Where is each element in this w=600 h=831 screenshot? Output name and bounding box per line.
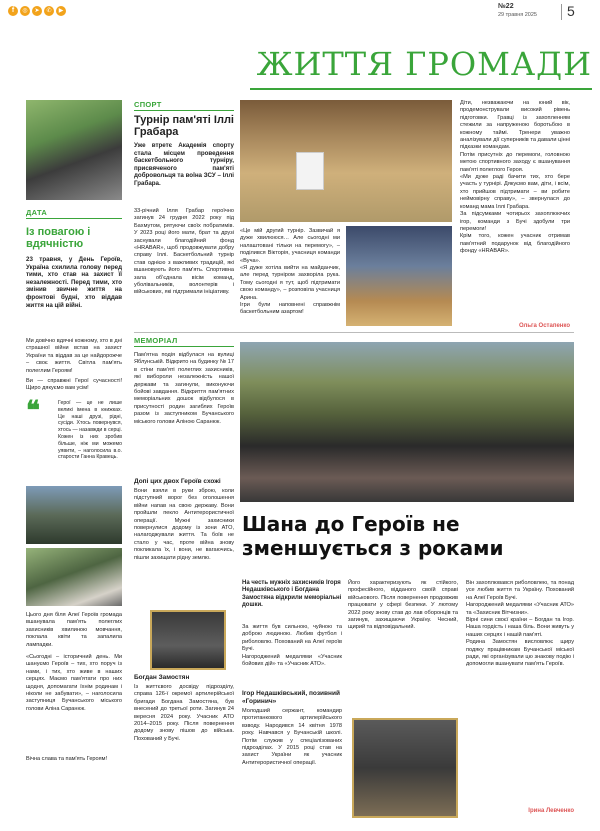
left-para2: Ви — справжні Герої сучасності! Щиро дякуємо вам усім!	[26, 378, 122, 392]
left-para1: Ми довічно вдячні кожному, хто в дні страшної війни встав на захист України та віддав за це найдорожче – своє життя. Світла пам'ять полеглим Героям!	[26, 338, 122, 374]
left-title: Із повагою і вдячністю	[26, 226, 91, 250]
memorial-lead: На честь мужніх захисників Ігоря Недашківського і Богдана Замостяна відкрили меморіальні дошки.	[242, 580, 342, 609]
left-para3: Цього дня біля Алеї Героїв громада вшанувала пам'ять полеглих захисників хвилиною мовчання, поклала квіти та запалила лампадки.	[26, 612, 122, 648]
sport-col3: Діти, незважаючи на юний вік, продемонстрували високий рівень підготовки. Гравці із захопленням стежили за напруженою боротьбою в кожному таймі. Тренери уважно аналізували дії суперників та давали цінні підказки командам. Потім присутніх до перемоги, головною метою спортивного заходу є вшанування пам'яті полеглого Героя. «Ми дуже раді бачити тих, хто бере участь у турнірі. Дякуємо вам, діти, і всім, хто прийшов підтримати – ви робите неймовірну справу», – звернулася до команд мама Іллі Грабара. За підсумками чотирьох захоплюючих ігор, команди з Бучі здобули три перемоги! Крім того, кожен учасник отримав пам'ятний подарунок від благодійного фонду «HRABAR».	[460, 100, 570, 255]
memorial-col2a: За життя був сильною, чуйною та доброю людиною. Любив футбол і риболовлю. Похований на Алеї героїв Бучі. Нагороджений медалями «Учасник бойових дій» та «Учасник АТО».	[242, 624, 342, 668]
page-number: 5	[567, 3, 575, 19]
photo-basketball-game	[346, 226, 452, 326]
viber-icon[interactable]: ✆	[44, 6, 54, 16]
left-lead: 23 травня, у День Героїв, Україна схилила голову перед тими, хто став на захист її незалежності. Перед тими, хто змінив звичне життя на фронтові будні, хто віддав життя на цій війні.	[26, 256, 122, 309]
memorial-sub3: Ігор Недашківський, позивний «Горинич»	[242, 690, 340, 705]
sport-title: Турнір пам'яті Іллі Грабара	[134, 114, 234, 138]
left-para5: Вічна слава та пам'ять Героям!	[26, 756, 108, 762]
photo-memorial-crowd	[240, 342, 574, 502]
memorial-intro: Пам'ятна подія відбулася на вулиці Яблунській. Відкрито на будинку № 17 в стіни пам'яті полеглих захисників, які вибороли незалежність нашої держави та загинули, виконуючи бойові завдання. Відкриття пам'ятних меморіальних дошок відбулося в присутності родин загиблих Героїв разом із заступником Бучанського міського голови Аліною Саранюк.	[134, 352, 234, 425]
memorial-sub2-text: Із життєвого досвіду підрозділу, справа 126-ї окремої артилерійської бригади Богдана Замостяна, був внесений до третьої роти. Загинув 24 вересня 2024 року. Учасник АТО 2014–2015 року. Після повернення додому знову пішов до війська. Похований у Бучі.	[134, 684, 234, 742]
issue-number: №22	[498, 3, 514, 10]
page-divider	[561, 4, 562, 20]
photo-ceremony-2	[26, 548, 122, 606]
memorial-sub1: Допі цих двох Героїв схожі	[134, 478, 221, 485]
memorial-headline: Шана до Героїв не зменшується з роками	[242, 512, 504, 560]
sport-divider	[134, 332, 574, 333]
date-label-rule	[26, 218, 122, 219]
memorial-sub2: Богдан Замостян	[134, 674, 190, 681]
memorial-label: МЕМОРІАЛ	[134, 336, 178, 345]
left-para4: «Сьогодні – історичний день. Ми шануємо Героїв – тих, хто поруч із нами, і тих, хто живе в наших серцях. Маємо пам'ятати про них щодня, допомагати їхнім родинам і ніколи не забувати», – наголосила заступниця Бучанського міського голови Аліна Саранюк.	[26, 654, 122, 712]
youtube-icon[interactable]: ▶	[56, 6, 66, 16]
sport-label-rule	[134, 110, 234, 111]
sport-label: СПОРТ	[134, 100, 162, 109]
photo-memorial-plaque-1	[150, 610, 226, 670]
quote-mark-icon: ❝	[26, 396, 40, 426]
memorial-sub3-text: Молодший сержант, командир протитанкового артилерійського взводу. Народився 14 квітня 1978 року. Навчався у Бучанській школі. Потім служив у спеціалізованих підрозділах. У 2015 році став на захист України як учасник Антитерористичної операції.	[242, 708, 342, 766]
hrabar-banner	[296, 152, 324, 190]
social-icons	[8, 6, 66, 16]
facebook-icon[interactable]: f	[8, 6, 18, 16]
sport-author: Ольга Остапенко	[518, 323, 570, 329]
sport-col1: 33-річний Ілля Грабар героїчно загинув 24 грудня 2022 року під Бахмутом, рятуючи своїх побратимів. У 2023 році його мати, брат та друзі заснували благодійний фонд «HRABAR», щоб продовжувати добру справу Іллі. Баскетбольний турнір став однією з важливих традицій, які вшановують його пам'ять. Спортивна зала об'єднала вісім команд, уболівальників, волонтерів і військових, які підтримали ініціативу.	[134, 208, 234, 296]
sport-col2: «Це мій другий турнір. Зазвичай я дуже хвилююся… Але сьогодні ми налаштовані тільки на перемогу», – поділився Вікторія, учасниця команди «Вуча». «Я дуже хотіла вийти на майданчик, але перед турніром захворіла рука. Тому сьогодні я тут, щоб підтримати свою команду», – розповіла учасниця Арина. Ігри були наповнені справжнім баскетбольним азартом!	[240, 228, 340, 316]
issue-date: 29 травня 2025	[498, 12, 537, 18]
photo-basketball-team	[240, 100, 452, 222]
memorial-sub1-text: Вони взяли в руки зброю, коли підступний ворог без оголошення війни напав на свою державу. Вони пройшли пекло Антитерористичної операції. Мужні захисники повернулися додому із зони АТО, налагоджували життя. Та боїв не стало у час, проте війна знову покликала їх, і вони, не вагаючись, пішли захищати рідну землю.	[134, 488, 234, 561]
instagram-icon[interactable]: ◎	[20, 6, 30, 16]
telegram-icon[interactable]: ➤	[32, 6, 42, 16]
photo-people-at-alley	[26, 100, 122, 200]
memorial-label-rule	[134, 346, 234, 347]
sport-lead: Уже втретє Академія спорту стала місцем проведення баскетбольного турніру, присвяченого пам'яті добровольця та воїна ЗСУ – Іллі Грабара.	[134, 142, 234, 187]
section-title: ЖИТТЯ ГРОМАДИ	[256, 45, 592, 83]
memorial-col3: Його характеризують як стійкого, професійного, відданого своїй справі військового. Після повернення продовжив працювати у сфері безпеки. У лютому 2022 року знову став до лав оборонців та загинув, захищаючи Україну. Чесний, щирий та відповідальний.	[348, 580, 458, 631]
date-label: ДАТА	[26, 208, 48, 217]
photo-memorial-plaque-2	[352, 718, 458, 818]
photo-ceremony-1	[26, 486, 122, 544]
memorial-col4: Він захоплювався риболовлею, та понад усе любив життя та Україну. Похований на Алеї Героїв Бучі. Нагороджений медалями «Учасник АТО» та «Захисник Вітчизни». Вірні сини своєї країни – Богдан та Ігор. Наша гордість і наша біль. Вони живуть у наших серцях і нашій пам'яті. Родина Замостян висловлює щиру подяку працівникам Бучанської міської ради, які організували цю знакову подію і допомогли вшанувати пам'ять Героїв.	[466, 580, 574, 668]
left-quote: Герої — це не лише великі імена в книжках. Це наші друзі, рідні, сусіди. Хтось повернувся, хтось — назавжди в серці. Кожен із них зробив більше, ніж ми можемо уявити, – наголосила в.о. старости Ганна Кравець.	[58, 400, 122, 461]
section-title-underline	[250, 88, 592, 90]
memorial-author: Ірина Левченко	[528, 808, 574, 814]
